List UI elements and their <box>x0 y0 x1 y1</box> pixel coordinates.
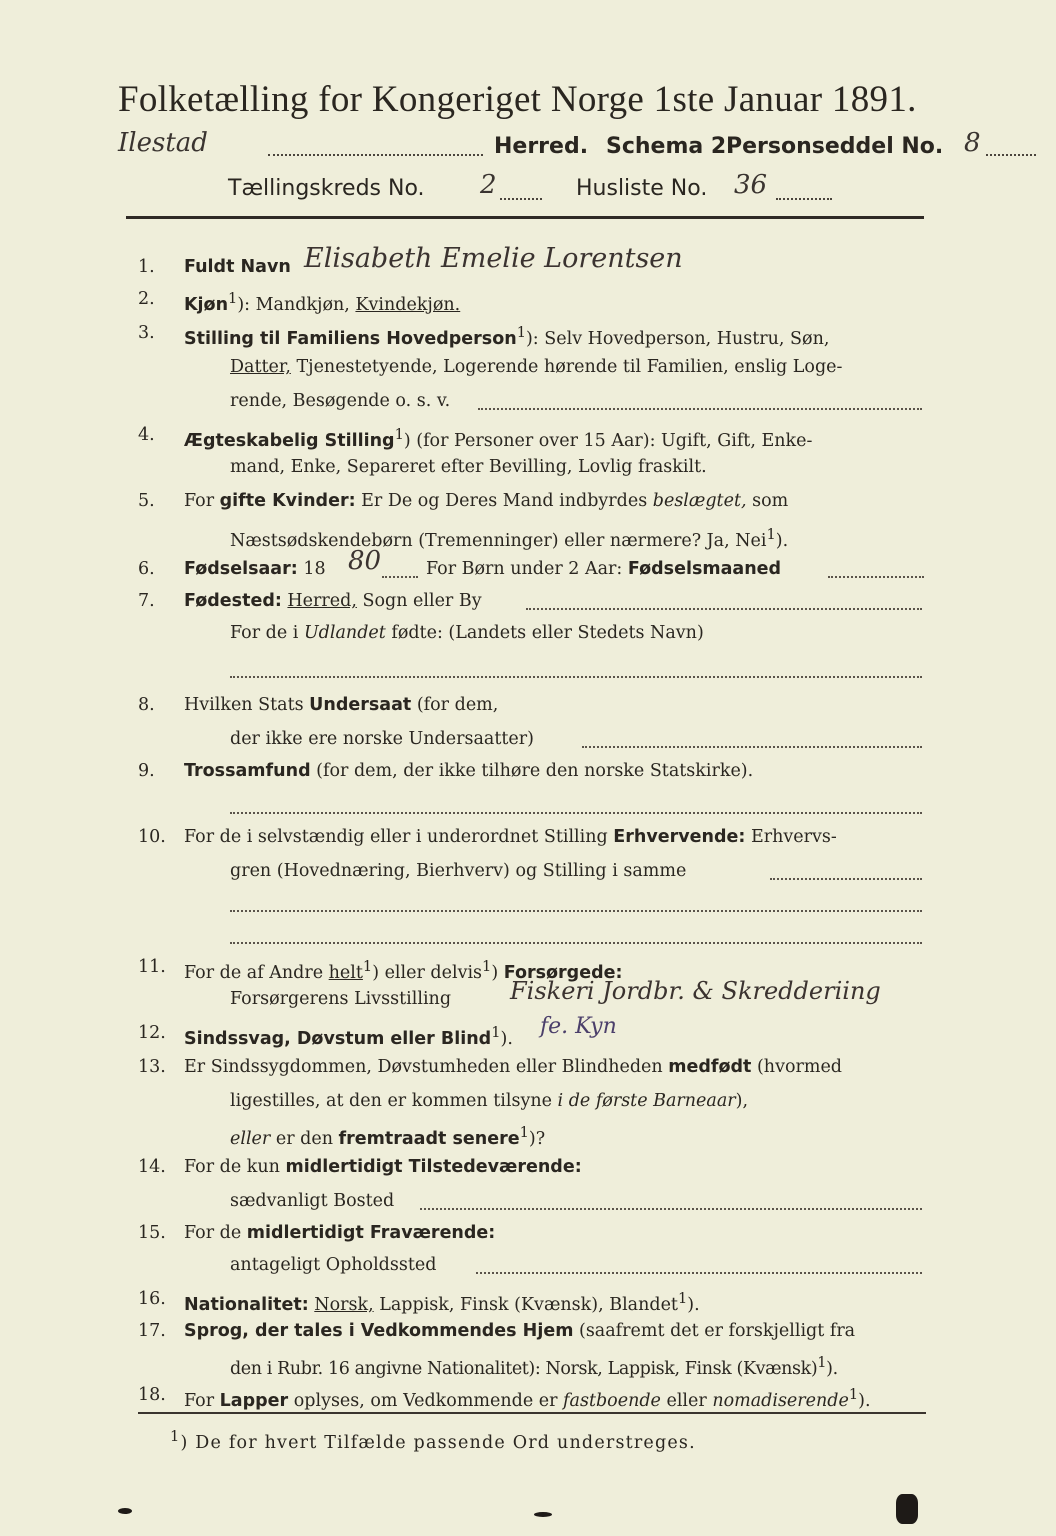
supported-text-b: ) eller delvis <box>372 962 483 983</box>
row-13-cont2 <box>138 1118 938 1148</box>
position-line <box>184 318 829 354</box>
birth-month-label: Fødselsmaaned <box>627 559 782 579</box>
fill-dots <box>526 608 922 610</box>
fill-dots <box>770 878 922 880</box>
sex-line <box>184 284 460 320</box>
herred-label: Herred. <box>494 134 589 159</box>
congenital-italic: i de første Barneaar <box>557 1091 736 1111</box>
footnote <box>170 1428 870 1453</box>
fill-dots <box>230 812 922 814</box>
temp-present-label: midlertidigt Tilstedeværende: <box>285 1157 582 1177</box>
herred-name: Ilestad <box>118 128 208 158</box>
footnote-mark: 1 <box>817 1354 827 1371</box>
row-17 <box>138 1316 938 1346</box>
provider-label: Forsørgerens Livsstilling <box>230 989 452 1009</box>
later-label: fremtraadt senere <box>338 1128 520 1149</box>
marital-text-2: mand, Enke, Separeret efter Bevilling, Lovlig fraskilt. <box>230 457 707 477</box>
row-10-blank-2 <box>138 920 938 950</box>
nationality-label: Nationalitet: <box>184 1294 309 1315</box>
row-8-cont <box>138 724 938 754</box>
occupation-label: Erhvervende: <box>613 827 746 847</box>
disability-end: ). <box>500 1028 513 1049</box>
temp-present-line <box>184 1152 582 1182</box>
row-10-blank <box>138 888 938 918</box>
row-number: 13. <box>138 1057 166 1077</box>
religion-label: Trossamfund <box>184 761 311 781</box>
personseddel-dots <box>986 154 1036 156</box>
disability-value: fe. Kyn <box>540 1014 617 1039</box>
footnote-mark: 1 <box>491 1024 501 1041</box>
subject-end: (for dem, <box>411 695 499 715</box>
fill-dots <box>230 910 922 912</box>
row-16 <box>138 1284 938 1314</box>
temp-absent-line <box>184 1218 495 1248</box>
language-line <box>184 1316 855 1346</box>
language-text-2: den i Rubr. 16 angivne Nationalitet): Norsk, Lappisk, Finsk (Kvænsk) <box>230 1358 818 1379</box>
birthplace-selected: Herred, <box>287 591 357 611</box>
row-17-cont <box>138 1348 938 1378</box>
supported-helt: helt <box>328 962 363 983</box>
religion-text: (for dem, der ikke tilhøre den norske Statskirke). <box>310 761 754 781</box>
temp-absent-text: For de <box>184 1223 247 1243</box>
temp-present-text: For de kun <box>184 1157 286 1177</box>
subject-text-2: der ikke ere norske Undersaatter) <box>230 729 534 749</box>
congenital-end-2: ), <box>735 1091 749 1111</box>
married-women-line <box>184 486 788 516</box>
full-name-label: Fuldt Navn <box>184 257 291 277</box>
row-number: 16. <box>138 1289 166 1309</box>
supported-text-c: ) <box>491 962 504 983</box>
footnote-mark: 1 <box>482 958 492 975</box>
row-number: 7. <box>138 591 155 611</box>
row-4 <box>138 420 938 450</box>
subject-line <box>184 690 498 720</box>
ink-smudge <box>118 1508 132 1514</box>
row-7-blank <box>138 654 938 684</box>
schema-label: Schema 2. <box>606 134 735 159</box>
footnote-mark: 1 <box>170 1428 181 1445</box>
row-6 <box>138 546 938 584</box>
sex-sep: ): <box>237 294 256 315</box>
row-7 <box>138 586 938 616</box>
birthplace-line <box>184 586 482 616</box>
row-3 <box>138 318 938 348</box>
congenital-end: (hvormed <box>751 1057 843 1077</box>
row-11-cont <box>138 977 938 1014</box>
position-label: Stilling til Familiens Hovedperson <box>184 328 517 349</box>
nationality-text: Lappisk, Finsk (Kvænsk), Blandet <box>373 1294 678 1315</box>
lapp-label: Lapper <box>219 1390 289 1411</box>
row-number: 1. <box>138 257 155 277</box>
fill-dots <box>476 1272 922 1274</box>
language-text: (saafremt det er forskjelligt fra <box>573 1321 856 1341</box>
position-text-3: rende, Besøgende o. s. v. <box>230 391 451 411</box>
congenital-end-3: )? <box>528 1128 546 1149</box>
birth-month-line <box>426 554 781 584</box>
row-10-cont <box>138 856 938 886</box>
row-number: 10. <box>138 827 166 847</box>
row-9-blank <box>138 790 938 820</box>
birth-year-label: Fødselsaar: <box>184 559 298 579</box>
sex-option-male: Mandkjøn, <box>255 294 350 315</box>
congenital-label: medfødt <box>668 1057 752 1077</box>
kreds-label: Tællingskreds No. <box>228 176 425 201</box>
row-5-cont <box>138 520 938 550</box>
footnote-mark: 1 <box>766 526 776 543</box>
footnote-mark: 1 <box>848 1386 859 1403</box>
birthplace-italic: Udlandet <box>303 623 386 643</box>
subject-text: Hvilken Stats <box>184 695 310 715</box>
row-12 <box>138 1014 938 1049</box>
personseddel-label: Personseddel No. <box>726 134 944 159</box>
language-line-2 <box>230 1348 838 1384</box>
row-2 <box>138 284 938 314</box>
birthplace-label: Fødested: <box>184 591 282 611</box>
provider-value: Fiskeri Jordbr. & Skredderiing <box>510 977 881 1005</box>
row-number: 5. <box>138 491 155 511</box>
footnote-mark: 1 <box>519 1124 529 1141</box>
nationality-line <box>184 1284 700 1320</box>
row-number: 2. <box>138 289 155 309</box>
lapp-end: ). <box>858 1390 871 1411</box>
marital-text: ) (for Personer over 15 Aar): Ugift, Gift, Enke- <box>403 430 813 451</box>
birthplace-text: Sogn eller By <box>356 591 482 611</box>
occupation-text: For de i selvstændig eller i underordnet Stilling <box>184 827 614 847</box>
congenital-text: Er Sindssygdommen, Døvstumheden eller Blindheden <box>184 1057 669 1077</box>
subject-label: Undersaat <box>309 695 412 715</box>
row-15-cont <box>138 1250 938 1280</box>
husliste-no: 36 <box>734 170 768 200</box>
birth-year-value: 80 <box>348 546 382 576</box>
ink-smudge <box>896 1494 918 1524</box>
occupation-end: Erhvervs- <box>745 827 837 847</box>
birth-month-text: For Børn under 2 Aar: <box>426 559 628 579</box>
fill-dots <box>382 576 418 578</box>
row-number: 15. <box>138 1223 166 1243</box>
married-women-text-2: Næstsødskendebørn (Tremenninger) eller nærmere? Ja, Nei <box>230 530 767 551</box>
kreds-no: 2 <box>480 170 497 200</box>
married-women-end: som <box>746 491 789 511</box>
row-number: 4. <box>138 425 155 445</box>
congenital-line-3 <box>230 1118 545 1154</box>
disability-label: Sindssvag, Døvstum eller Blind <box>184 1028 492 1049</box>
lapp-text-b: oplyses, om Vedkommende er <box>288 1390 564 1411</box>
probable-residence-label: antageligt Opholdssted <box>230 1255 437 1275</box>
full-name-value: Elisabeth Emelie Lorentsen <box>304 243 683 274</box>
footnote-text: ) De for hvert Tilfælde passende Ord understreges. <box>180 1432 696 1453</box>
birth-year-line <box>184 554 326 584</box>
birthplace-text-2: For de i <box>230 623 304 643</box>
position-text-2: Tjenestetyende, Logerende hørende til Familien, enslig Loge- <box>290 357 843 377</box>
row-number: 3. <box>138 323 155 343</box>
fill-dots <box>828 576 924 578</box>
disability-line <box>184 1018 513 1054</box>
position-text: ): Selv Hovedperson, Hustru, Søn, <box>525 328 830 349</box>
form-title: Folketælling for Kongeriget Norge 1ste Januar 1891. <box>118 79 917 120</box>
lapp-text-c: eller <box>660 1390 713 1411</box>
row-14-cont <box>138 1186 938 1216</box>
language-label: Sprog, der tales i Vedkommendes Hjem <box>184 1321 574 1341</box>
row-number: 8. <box>138 695 155 715</box>
sex-option-female: Kvindekjøn. <box>355 294 461 315</box>
row-number: 9. <box>138 761 155 781</box>
congenital-text-3: er den <box>270 1128 339 1149</box>
footer-rule <box>138 1412 926 1414</box>
row-number: 11. <box>138 957 166 977</box>
herred-dots <box>268 154 483 156</box>
row-13 <box>138 1052 938 1082</box>
row-5 <box>138 486 938 516</box>
fill-dots <box>230 676 922 678</box>
lapp-italic-1: fastboende <box>563 1390 661 1411</box>
lapp-text: For <box>184 1390 220 1411</box>
sex-label: Kjøn <box>184 294 229 315</box>
row-13-cont <box>138 1086 938 1116</box>
row-number: 17. <box>138 1321 166 1341</box>
married-women-end-2: ). <box>775 530 789 551</box>
row-1 <box>138 243 938 282</box>
birth-year-prefix: 18 <box>297 559 326 579</box>
fill-dots <box>478 408 922 410</box>
congenital-line-2 <box>230 1086 748 1116</box>
header-rule <box>126 216 924 219</box>
footnote-mark: 1 <box>677 1290 688 1307</box>
husliste-dots <box>776 198 832 200</box>
supported-label: Forsørgede: <box>503 962 623 983</box>
married-women-italic: beslægtet, <box>652 491 747 511</box>
usual-residence-label: sædvanligt Bosted <box>230 1191 395 1211</box>
kreds-line <box>228 170 868 210</box>
row-7-cont <box>138 618 938 648</box>
row-number: 12. <box>138 1023 166 1043</box>
footnote-mark: 1 <box>228 290 238 307</box>
fill-dots <box>420 1208 922 1210</box>
row-15 <box>138 1218 938 1248</box>
congenital-italic-3: eller <box>230 1128 271 1149</box>
row-10 <box>138 822 938 852</box>
marital-line <box>184 420 812 456</box>
ink-smudge <box>534 1512 552 1517</box>
row-number: 18. <box>138 1385 166 1405</box>
temp-absent-label: midlertidigt Fraværende: <box>246 1223 496 1243</box>
lapp-line <box>184 1380 871 1416</box>
fill-dots <box>230 942 922 944</box>
husliste-label: Husliste No. <box>576 176 708 201</box>
married-women-label: gifte Kvinder: <box>219 491 356 511</box>
nationality-selected: Norsk, <box>314 1294 374 1315</box>
supported-text: For de af Andre <box>184 962 329 983</box>
row-number: 14. <box>138 1157 166 1177</box>
fill-dots <box>582 746 922 748</box>
language-end: ). <box>826 1358 838 1379</box>
row-3-cont2 <box>138 386 938 416</box>
marital-label: Ægteskabelig Stilling <box>184 430 395 451</box>
row-4-cont <box>138 452 938 482</box>
birthplace-line-2 <box>230 618 704 648</box>
congenital-line <box>184 1052 842 1082</box>
occupation-text-2: gren (Hovednæring, Bierhverv) og Stilling i samme <box>230 861 687 881</box>
footnote-mark: 1 <box>394 426 404 443</box>
married-women-line-2 <box>230 520 788 556</box>
footnote-mark: 1 <box>516 324 526 341</box>
kreds-dots <box>500 198 542 200</box>
nationality-end: ). <box>687 1294 700 1315</box>
birthplace-end: fødte: (Landets eller Stedets Navn) <box>385 623 704 643</box>
footnote-mark: 1 <box>362 958 373 975</box>
row-18 <box>138 1380 938 1410</box>
herred-line <box>118 128 981 168</box>
married-women-pre: For <box>184 491 220 511</box>
position-selected: Datter, <box>230 357 291 377</box>
row-number: 6. <box>138 559 155 579</box>
row-3-cont <box>138 352 938 382</box>
position-line-2 <box>230 352 842 382</box>
row-9 <box>138 756 938 786</box>
congenital-text-2: ligestilles, at den er kommen tilsyne <box>230 1091 558 1111</box>
occupation-line <box>184 822 837 852</box>
row-14 <box>138 1152 938 1182</box>
row-8 <box>138 690 938 720</box>
lapp-italic-2: nomadiserende <box>712 1390 849 1411</box>
married-women-text: Er De og Deres Mand indbyrdes <box>355 491 653 511</box>
personseddel-no: 8 <box>964 128 981 158</box>
religion-line <box>184 756 753 786</box>
